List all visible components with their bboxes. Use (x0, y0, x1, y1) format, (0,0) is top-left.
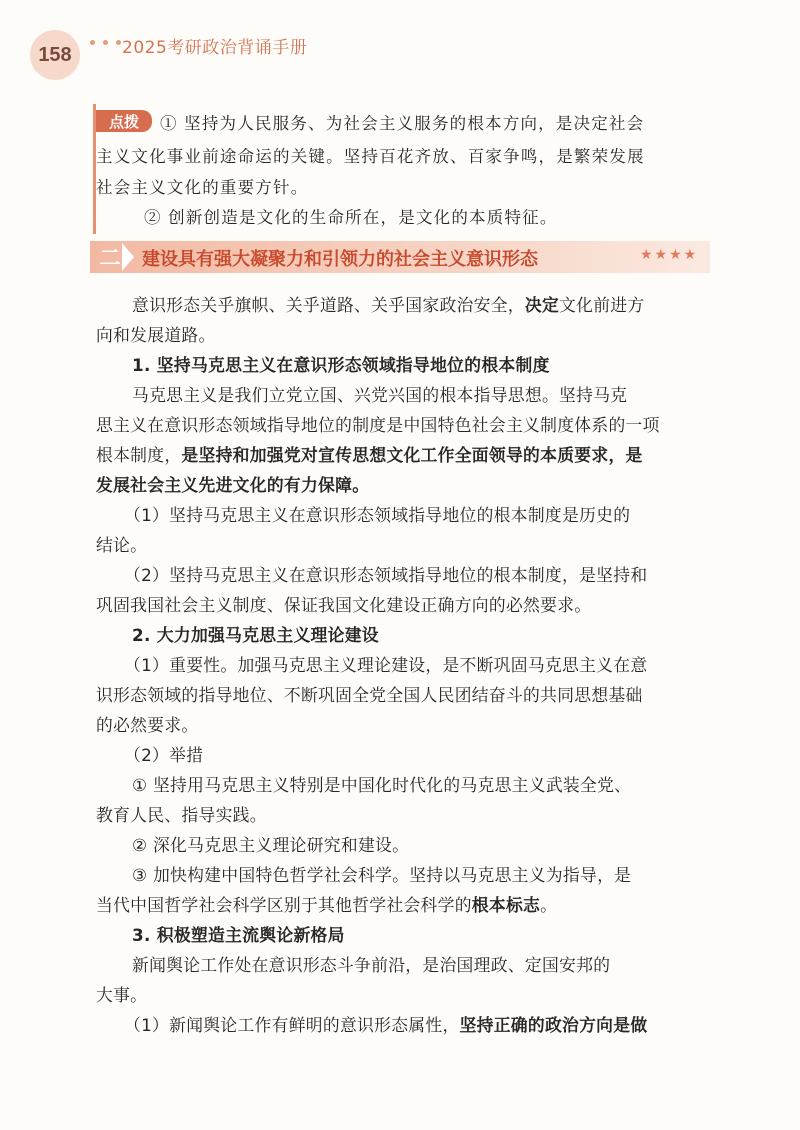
paragraph-line: ① 坚持用马克思主义特别是中国化时代化的马克思主义武装全党、 (132, 775, 632, 795)
paragraph-line: 新闻舆论工作处在意识形态斗争前沿，是治国理政、定国安邦的 (132, 955, 611, 975)
paragraph-line: （1）新闻舆论工作有鲜明的意识形态属性，坚持正确的政治方向是做 (124, 1015, 648, 1035)
subheading-1: 1. 坚持马克思主义在意识形态领域指导地位的根本制度 (132, 355, 550, 375)
paragraph-line: 大事。 (96, 985, 148, 1005)
paragraph-line: 识形态领域的指导地位、不断巩固全党全国人民团结奋斗的共同思想基础 (96, 685, 643, 705)
paragraph-line: 的必然要求。 (96, 715, 199, 735)
paragraph-line: 向和发展道路。 (96, 325, 216, 345)
paragraph-line: （1）重要性。加强马克思主义理论建设，是不断巩固马克思主义在意 (124, 655, 648, 675)
section-arrow-icon (122, 243, 134, 271)
tip-line-2: 主义文化事业前途命运的关键。坚持百花齐放、百家争鸣，是繁荣发展 (96, 147, 645, 166)
paragraph-line: （2）坚持马克思主义在意识形态领域指导地位的根本制度，是坚持和 (124, 565, 648, 585)
paragraph-line: 当代中国哲学社会科学区别于其他哲学社会科学的根本标志。 (96, 895, 558, 915)
paragraph-line: 发展社会主义先进文化的有力保障。 (96, 475, 370, 495)
book-title: 2025考研政治背诵手册 (122, 38, 308, 58)
tip-line-1: ① 坚持为人民服务、为社会主义服务的根本方向，是决定社会 (160, 114, 645, 133)
paragraph-line: 意识形态关乎旗帜、关乎道路、关乎国家政治安全，决定文化前进方 (132, 295, 645, 315)
paragraph-line: ② 深化马克思主义理论研究和建设。 (132, 835, 410, 855)
section-number: 二 (99, 246, 121, 270)
subheading-3: 3. 积极塑造主流舆论新格局 (132, 925, 345, 945)
paragraph-line: 思主义在意识形态领域指导地位的制度是中国特色社会主义制度体系的一项 (96, 415, 660, 435)
section-title: 建设具有强大凝聚力和引领力的社会主义意识形态 (142, 249, 538, 270)
paragraph-line: 结论。 (96, 535, 148, 555)
paragraph-line: 教育人民、指导实践。 (96, 805, 267, 825)
paragraph-line: （2）举措 (124, 745, 204, 765)
paragraph-line: （1）坚持马克思主义在意识形态领域指导地位的根本制度是历史的 (124, 505, 631, 525)
paragraph-line: ③ 加快构建中国特色哲学社会科学。坚持以马克思主义为指导，是 (132, 865, 632, 885)
tip-line-3: 社会主义文化的重要方针。 (96, 178, 309, 197)
page-number: 158 (30, 30, 80, 80)
paragraph-line: 巩固我国社会主义制度、保证我国文化建设正确方向的必然要求。 (96, 595, 592, 615)
tip-line-4: ② 创新创造是文化的生命所在，是文化的本质特征。 (144, 208, 558, 227)
tip-badge: 点拨 (96, 110, 152, 132)
subheading-2: 2. 大力加强马克思主义理论建设 (132, 625, 379, 645)
header-dots (90, 40, 121, 45)
importance-stars-icon: ★★★★ (640, 247, 699, 263)
paragraph-line: 马克思主义是我们立党立国、兴党兴国的根本指导思想。坚持马克 (132, 385, 628, 405)
paragraph-line: 根本制度，是坚持和加强党对宣传思想文化工作全面领导的本质要求，是 (96, 445, 643, 465)
